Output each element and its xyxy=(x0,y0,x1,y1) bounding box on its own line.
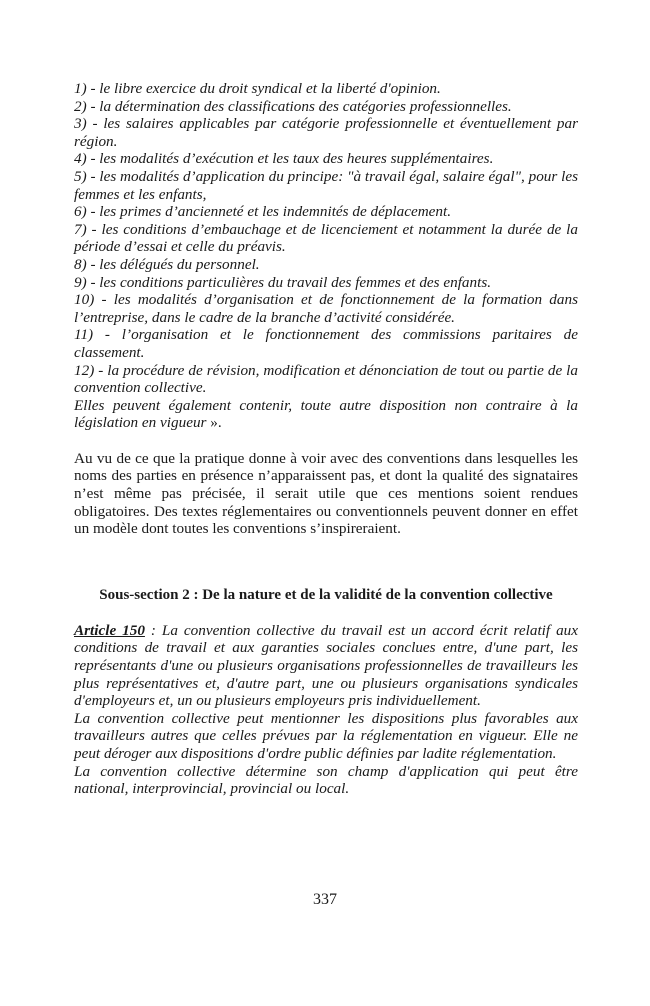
list-item: 6) - les primes d’ancienneté et les indemnités de déplacement. xyxy=(74,203,452,221)
article-paragraph: La convention collective peut mentionner les dispositions plus favorables aux travailleurs autres que celles prévues par la réglementation en vigueur. Elle ne peut déroger aux dispositions d'ordre public définies par ladite réglementation. xyxy=(74,709,578,762)
page-body xyxy=(74,80,578,798)
quote-closing-sentence xyxy=(74,397,578,432)
list-item: 8) - les délégués du personnel. xyxy=(74,255,260,273)
list-item: 3) - les salaires applicables par catégorie professionnelle et éventuellement par région. xyxy=(74,115,578,150)
list-item: 12) - la procédure de révision, modification et dénonciation de tout ou partie de la convention collective. xyxy=(74,361,578,397)
section-heading: Sous-section 2 : De la nature et de la validité de la convention collective xyxy=(99,586,553,603)
list-item: 4) - les modalités d’exécution et les taux des heures supplémentaires. xyxy=(74,150,494,168)
numbered-list xyxy=(74,80,578,432)
list-item: 9) - les conditions particulières du travail des femmes et des enfants. xyxy=(74,273,492,291)
article-intro xyxy=(74,622,578,710)
article-150 xyxy=(74,622,578,798)
list-item: 5) - les modalités d’application du principe: "à travail égal, salaire égal", pour les femmes et les enfants, xyxy=(74,167,578,203)
page-number: 337 xyxy=(313,891,337,908)
list-item: 11) - l’organisation et le fonctionnement des commissions paritaires de classement. xyxy=(74,326,578,361)
list-item: 10) - les modalités d’organisation et de fonctionnement de la formation dans l’entreprise, dans le cadre de la branche d’activité considérée. xyxy=(74,291,578,326)
closing-guillemet: ». xyxy=(206,414,222,432)
article-paragraph: La convention collective détermine son champ d'application qui peut être national, interprovincial, provincial ou local. xyxy=(74,762,578,798)
list-item: 2) - la détermination des classifications des catégories professionnelles. xyxy=(74,97,512,115)
list-item: 1) - le libre exercice du droit syndical et la liberté d'opinion. xyxy=(74,80,441,97)
commentary-paragraph: Au vu de ce que la pratique donne à voir avec des conventions dans lesquelles les noms des parties en présence n’apparaissent pas, et dont la qualité des signataires n’est même pas précisée, il serait utile que ces mentions soient rendues obligatoires. Des textes réglementaires ou conventionnels peuvent donner en effet un modèle dont toutes les conventions s’inspireraient. xyxy=(74,449,578,538)
article-intro-text: : La convention collective du travail est un accord écrit relatif aux conditions de travail et aux garanties sociales conclues entre, d'une part, les représentants d'une ou plusieurs organisations professionnelles de travailleurs les plus représentatives et, d'autre part, une ou plusieurs organisations syndicales d'employeurs et, un ou plusieurs employeurs pris individuellement. xyxy=(74,621,578,710)
list-item: 7) - les conditions d’embauchage et de licenciement et notamment la durée de la période d’essai et celle du préavis. xyxy=(74,220,578,256)
article-label: Article 150 xyxy=(74,621,145,639)
quote-closing-text: Elles peuvent également contenir, toute autre disposition non contraire à la législation en vigueur xyxy=(74,396,578,432)
